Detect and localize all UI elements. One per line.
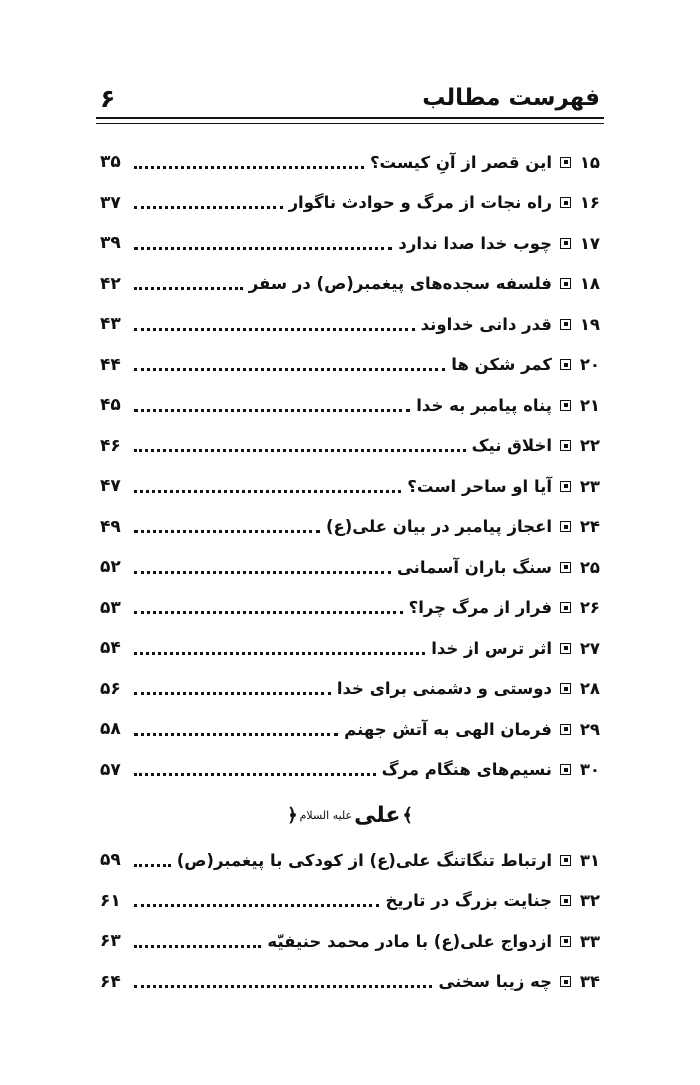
bullet-square-icon <box>560 440 571 451</box>
entry-number: ۳۴ <box>579 972 600 992</box>
toc-entry <box>100 223 600 264</box>
page-number: ۶ <box>100 83 116 113</box>
entry-title: جنایت بزرگ در تاریخ <box>385 891 552 911</box>
bullet-square-icon <box>560 855 571 866</box>
entry-page: ۵۹ <box>100 850 121 871</box>
dot-leader <box>134 985 432 988</box>
dot-leader <box>134 368 445 371</box>
entry-page: ۳۹ <box>100 233 121 254</box>
entry-page: ۳۵ <box>100 152 121 173</box>
bullet-square-icon <box>560 602 571 613</box>
entry-title: اثر ترس از خدا <box>431 638 552 658</box>
toc-entry <box>100 628 600 669</box>
dot-leader <box>134 206 283 209</box>
entry-page: ۵۲ <box>100 557 121 578</box>
entry-number: ۲۹ <box>579 719 600 739</box>
toc-list-a <box>100 142 600 790</box>
entry-number: ۲۸ <box>579 679 600 699</box>
ornament-right-icon: ﴾ <box>402 804 413 826</box>
bullet-square-icon <box>560 238 571 249</box>
bullet-square-icon <box>560 157 571 168</box>
dot-leader <box>134 166 364 169</box>
dot-leader <box>134 409 410 412</box>
dot-leader <box>134 864 171 867</box>
table-of-contents <box>100 142 600 1002</box>
entry-title: ازدواج علی(ع) با مادر محمد حنیفیّه <box>267 931 552 951</box>
entry-number: ۳۰ <box>579 760 600 780</box>
entry-page: ۴۵ <box>100 395 121 416</box>
toc-entry <box>100 466 600 507</box>
entry-title: این قصر از آنِ کیست؟ <box>369 152 552 172</box>
dot-leader <box>134 945 261 948</box>
dot-leader <box>134 652 425 655</box>
dot-leader <box>134 571 391 574</box>
entry-page: ۵۷ <box>100 759 121 780</box>
toc-entry <box>100 304 600 345</box>
entry-title: قدر دانی خداوند <box>420 314 552 334</box>
bullet-square-icon <box>560 319 571 330</box>
dot-leader <box>134 449 466 452</box>
toc-list-b <box>100 840 600 1002</box>
entry-number: ۲۴ <box>579 517 600 537</box>
dot-leader <box>134 490 401 493</box>
entry-title: اخلاق نیک <box>471 436 552 456</box>
entry-title: پناه پیامبر به خدا <box>416 395 552 415</box>
entry-title: چه زیبا سخنی <box>438 972 552 992</box>
bullet-square-icon <box>560 197 571 208</box>
toc-entry <box>100 921 600 962</box>
entry-number: ۱۸ <box>579 274 600 294</box>
dot-leader <box>134 773 376 776</box>
entry-number: ۲۵ <box>579 557 600 577</box>
entry-page: ۳۷ <box>100 192 121 213</box>
bullet-square-icon <box>560 976 571 987</box>
entry-title: ارتباط تنگاتنگ علی(ع) از کودکی با پیغمبر(ص) <box>176 850 552 870</box>
toc-entry <box>100 345 600 386</box>
entry-title: چوب خدا صدا ندارد <box>398 233 552 253</box>
section-title: علی <box>354 802 401 828</box>
entry-title: راه نجات از مرگ و حوادث ناگوار <box>288 193 552 213</box>
entry-page: ۵۸ <box>100 719 121 740</box>
bullet-square-icon <box>560 400 571 411</box>
dot-leader <box>134 328 415 331</box>
toc-entry <box>100 881 600 922</box>
toc-entry <box>100 264 600 305</box>
toc-entry <box>100 142 600 183</box>
entry-page: ۴۹ <box>100 516 121 537</box>
entry-page: ۵۳ <box>100 597 121 618</box>
entry-number: ۲۳ <box>579 476 600 496</box>
entry-number: ۲۰ <box>579 355 600 375</box>
entry-number: ۳۱ <box>579 850 600 870</box>
toc-entry <box>100 709 600 750</box>
dot-leader <box>134 611 403 614</box>
bullet-square-icon <box>560 936 571 947</box>
bullet-square-icon <box>560 359 571 370</box>
toc-entry <box>100 385 600 426</box>
bullet-square-icon <box>560 643 571 654</box>
entry-title: فرمان الهی به آتش جهنم <box>344 719 552 739</box>
dot-leader <box>134 287 243 290</box>
entry-number: ۱۵ <box>579 152 600 172</box>
toc-entry <box>100 426 600 467</box>
section-heading <box>100 790 600 840</box>
entry-number: ۲۲ <box>579 436 600 456</box>
toc-entry <box>100 669 600 710</box>
dot-leader <box>134 733 338 736</box>
toc-entry <box>100 840 600 881</box>
toc-entry <box>100 588 600 629</box>
entry-page: ۴۶ <box>100 435 121 456</box>
bullet-square-icon <box>560 481 571 492</box>
entry-title: فلسفه سجده‌های پیغمبر(ص) در سفر <box>248 274 552 294</box>
dot-leader <box>134 247 392 250</box>
entry-title: فرار از مرگ چرا؟ <box>408 598 552 618</box>
dot-leader <box>134 530 320 533</box>
header-rule-thick <box>96 117 604 119</box>
bullet-square-icon <box>560 683 571 694</box>
entry-page: ۶۱ <box>100 890 121 911</box>
header-rule-thin <box>96 123 604 124</box>
entry-page: ۴۲ <box>100 273 121 294</box>
entry-page: ۴۳ <box>100 314 121 335</box>
toc-entry <box>100 750 600 791</box>
entry-page: ۵۴ <box>100 638 121 659</box>
dot-leader <box>134 692 331 695</box>
toc-entry <box>100 547 600 588</box>
bullet-square-icon <box>560 562 571 573</box>
entry-number: ۳۳ <box>579 931 600 951</box>
page-header <box>100 78 600 118</box>
ornament-left-icon: ﴿ <box>287 804 298 826</box>
entry-page: ۴۷ <box>100 476 121 497</box>
entry-title: نسیم‌های هنگام مرگ <box>381 760 552 780</box>
toc-entry <box>100 507 600 548</box>
page-title: فهرست مطالب <box>422 85 600 111</box>
entry-title: اعجاز پیامبر در بیان علی(ع) <box>325 517 552 537</box>
entry-page: ۶۳ <box>100 931 121 952</box>
entry-title: آیا او ساحر است؟ <box>407 476 552 496</box>
entry-number: ۱۹ <box>579 314 600 334</box>
entry-number: ۲۶ <box>579 598 600 618</box>
bullet-square-icon <box>560 724 571 735</box>
entry-title: کمر شکن ها <box>451 355 552 375</box>
dot-leader <box>134 904 379 907</box>
toc-entry <box>100 183 600 224</box>
entry-number: ۲۷ <box>579 638 600 658</box>
section-honorific: علیه السلام <box>299 808 353 822</box>
bullet-square-icon <box>560 764 571 775</box>
entry-title: سنگ باران آسمانی <box>396 557 552 577</box>
toc-entry <box>100 962 600 1003</box>
entry-number: ۳۲ <box>579 891 600 911</box>
entry-page: ۵۶ <box>100 678 121 699</box>
bullet-square-icon <box>560 278 571 289</box>
entry-title: دوستی و دشمنی برای خدا <box>336 679 552 699</box>
bullet-square-icon <box>560 895 571 906</box>
entry-page: ۴۴ <box>100 354 121 375</box>
entry-page: ۶۴ <box>100 971 121 992</box>
entry-number: ۲۱ <box>579 395 600 415</box>
entry-number: ۱۷ <box>579 233 600 253</box>
bullet-square-icon <box>560 521 571 532</box>
entry-number: ۱۶ <box>579 193 600 213</box>
